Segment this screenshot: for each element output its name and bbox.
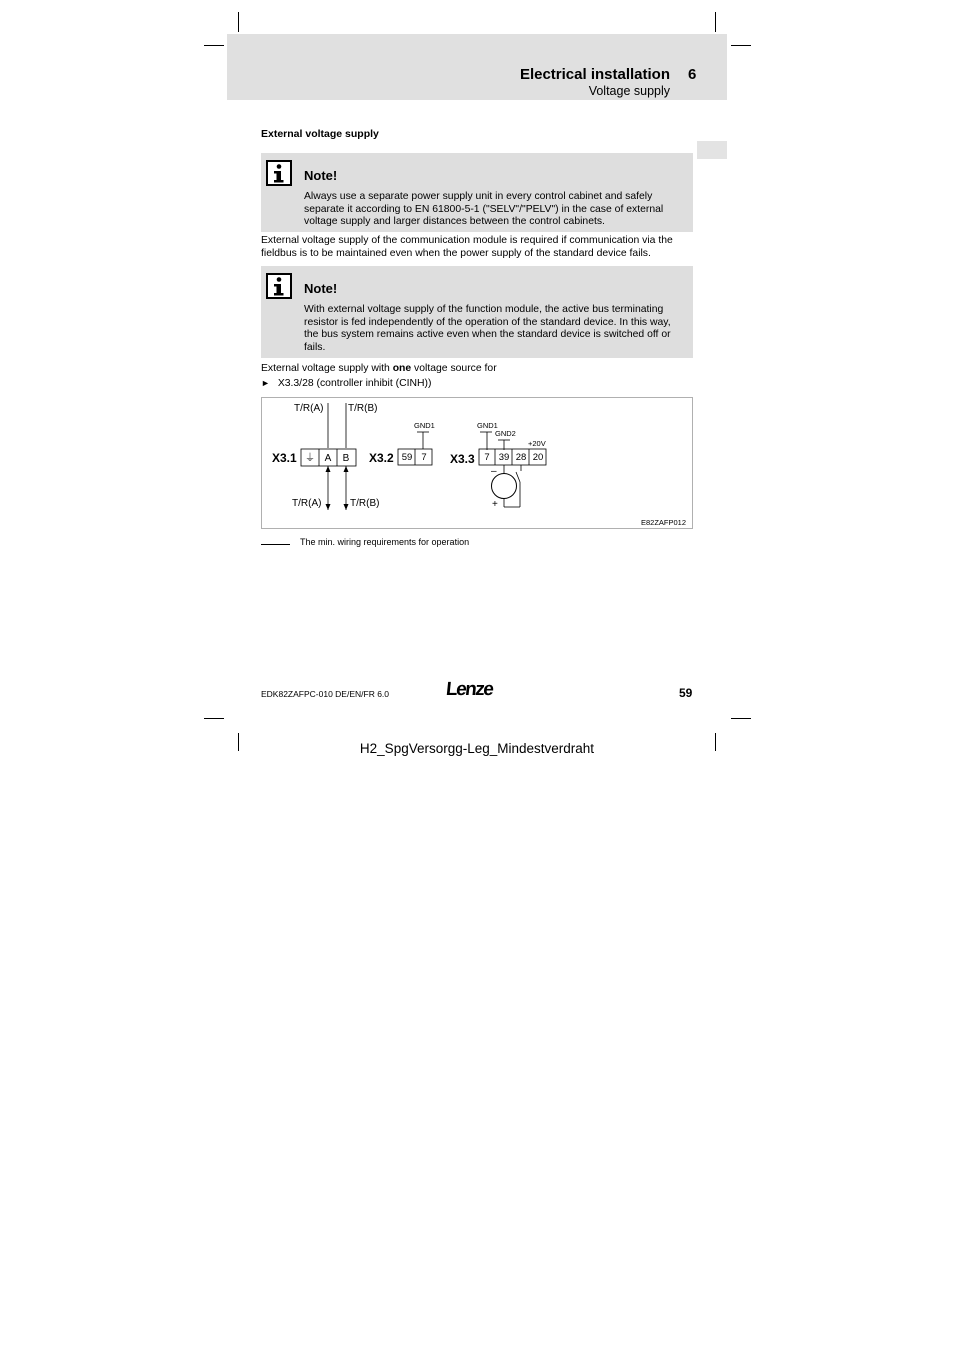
x32-label: X3.2 (369, 451, 394, 465)
lenze-logo: Lenze (444, 679, 494, 700)
x31-terminal: B (342, 453, 350, 464)
paragraph (261, 362, 695, 375)
note-title: Note! (304, 168, 338, 183)
bullet-marker-icon: ► (261, 378, 270, 388)
x33-label: X3.3 (450, 452, 475, 466)
x33-terminal: 28 (515, 452, 527, 463)
bullet-text: X3.3/28 (controller inhibit (CINH)) (277, 378, 432, 389)
bottom-label-trb: T/R(B) (350, 498, 380, 509)
page-number: 59 (679, 686, 693, 700)
x33-gnd2-label: GND2 (495, 429, 516, 438)
footer-doc-id: EDK82ZAFPC-010 DE/EN/FR 6.0 (261, 689, 390, 699)
crop-mark (731, 718, 751, 719)
paragraph-text: voltage source for (411, 363, 497, 374)
x33-plus20-label: +20V (528, 439, 546, 448)
note-text: With external voltage supply of the function module, the active bus terminating resistor is fed independently of the operation of the standard device. In this way, the bus system remains active even when the standard device is switched off or fails. (304, 304, 671, 353)
chapter-subtitle: Voltage supply (588, 84, 670, 98)
caption-line (261, 544, 290, 545)
crop-mark (238, 12, 239, 32)
x32-terminal: 7 (421, 452, 427, 463)
note-text: Always use a separate power supply unit in every control cabinet and safely separate it according to EN 61800-5-1 ("SELV"/"PELV") in the case of external voltage supply and larger distances between the control cabinets. (304, 191, 664, 227)
chapter-number: 6 (688, 66, 697, 83)
crop-mark (731, 45, 751, 46)
section-heading: External voltage supply (261, 128, 379, 140)
side-tab (697, 141, 727, 159)
info-icon (266, 160, 292, 186)
minus-sign: – (491, 466, 497, 477)
crop-mark (204, 45, 224, 46)
info-icon (266, 273, 292, 299)
x33-terminal: 39 (498, 452, 510, 463)
bottom-label: H2_SpgVersorgg-Leg_Mindestverdraht (359, 741, 595, 756)
note-box (261, 153, 693, 232)
chapter-title: Electrical installation (519, 66, 670, 83)
x33-terminal: 7 (484, 452, 490, 463)
crop-mark (204, 718, 224, 719)
x31-terminal: ⏚ (305, 453, 315, 464)
top-label-trb: T/R(B) (348, 403, 378, 414)
top-label-tra: T/R(A) (294, 403, 324, 414)
x33-terminal: 20 (532, 452, 544, 463)
paragraph-emphasis: one (392, 363, 412, 374)
paragraph: External voltage supply of the communication module is required if communication via the fieldbus is to be maintained even when the power supply of the standard device fails. (261, 235, 673, 259)
bottom-label-tra: T/R(A) (292, 498, 322, 509)
x32-gnd-label: GND1 (414, 421, 435, 430)
wiring-diagram (261, 397, 693, 529)
note-title: Note! (304, 281, 338, 296)
plus-sign: + (492, 499, 498, 510)
x31-terminal: A (324, 453, 332, 464)
note-box (261, 266, 693, 358)
bullet-item (261, 377, 695, 390)
figure-caption: The min. wiring requirements for operation (300, 537, 470, 547)
paragraph-text: External voltage supply with (261, 363, 393, 374)
x31-label: X3.1 (272, 451, 297, 465)
x33-gnd1-label: GND1 (477, 421, 498, 430)
x32-terminal: 59 (401, 452, 413, 463)
crop-mark (715, 12, 716, 32)
diagram-code: E82ZAFP012 (640, 518, 686, 527)
